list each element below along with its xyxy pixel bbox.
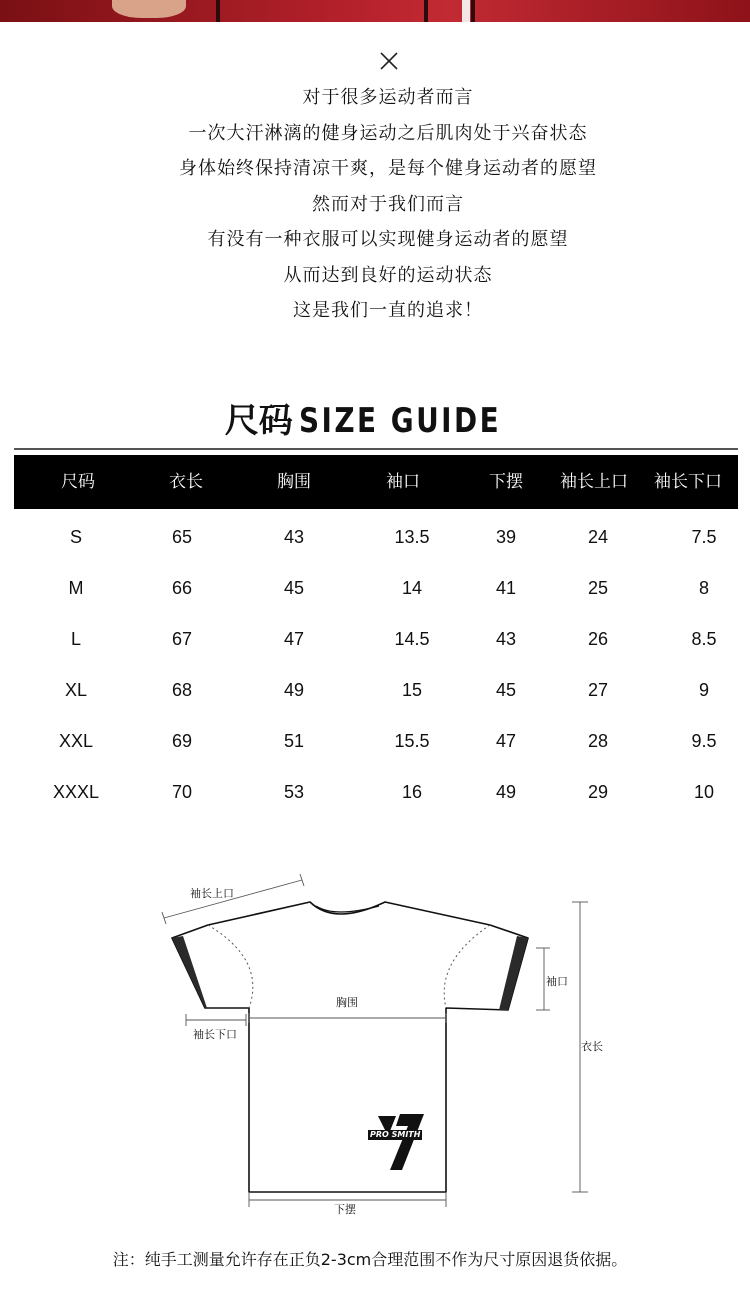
size-guide-title [0, 396, 750, 446]
cell-chest: 43 [283, 527, 305, 547]
cell-sleeve-top: 26 [587, 629, 609, 649]
close-icon[interactable] [378, 50, 400, 72]
cell-length: 68 [171, 680, 193, 700]
cell-size: XXXL [52, 782, 100, 802]
cell-cuff: 14 [401, 578, 423, 598]
cell-size: XXL [58, 731, 94, 751]
size-table-header [14, 455, 738, 509]
table-row [0, 511, 750, 563]
cell-sleeve-bottom: 8.5 [691, 629, 717, 649]
intro-line: 从而达到良好的运动状态 [283, 264, 493, 286]
cell-sleeve-top: 27 [587, 680, 609, 700]
cell-length: 69 [171, 731, 193, 751]
cell-hem: 41 [495, 578, 517, 598]
cell-size: M [68, 578, 84, 598]
cell-length: 67 [171, 629, 193, 649]
table-row [0, 715, 750, 767]
tshirt-outline [150, 870, 600, 1230]
intro-line: 对于很多运动者而言 [302, 87, 474, 108]
cell-sleeve-bottom: 10 [693, 782, 715, 802]
table-row [0, 766, 750, 818]
size-guide-title-en: SIZE GUIDE [298, 401, 501, 441]
cell-sleeve-bottom: 9.5 [691, 731, 717, 751]
cell-sleeve-bottom: 7.5 [691, 527, 717, 547]
table-row [0, 613, 750, 665]
header-length: 衣长 [169, 472, 203, 492]
cell-cuff: 13.5 [394, 527, 430, 547]
cell-hem: 49 [495, 782, 517, 802]
table-row [0, 562, 750, 614]
cell-chest: 49 [283, 680, 305, 700]
footnote: 注：纯手工测量允许存在正负2-3cm合理范围不作为尺寸原因退货依据。 [112, 1250, 628, 1269]
intro-line: 有没有一种衣服可以实现健身运动者的愿望 [207, 229, 569, 250]
tshirt-measurement-diagram [150, 870, 603, 1230]
cell-hem: 43 [495, 629, 517, 649]
cell-size: XL [64, 680, 88, 700]
cell-chest: 45 [283, 578, 305, 598]
cell-sleeve-top: 29 [587, 782, 609, 802]
cell-sleeve-bottom: 9 [698, 680, 709, 700]
cell-chest: 47 [283, 629, 305, 649]
cell-cuff: 16 [401, 782, 423, 802]
cell-size: S [69, 527, 82, 547]
cell-hem: 39 [495, 527, 517, 547]
table-row [0, 664, 750, 716]
header-sleeve-top: 袖长上口 [560, 472, 628, 492]
cell-sleeve-top: 24 [587, 527, 609, 547]
label-sleeve-top: 袖长上口 [190, 887, 234, 900]
size-guide-title-cn: 尺码 [224, 401, 293, 441]
cell-cuff: 14.5 [394, 629, 430, 649]
cell-length: 70 [171, 782, 193, 802]
cell-hem: 47 [495, 731, 517, 751]
cell-length: 65 [171, 527, 193, 547]
title-divider [14, 448, 738, 450]
hero-photo-strip [0, 0, 750, 22]
cell-length: 66 [171, 578, 193, 598]
cell-sleeve-top: 28 [587, 731, 609, 751]
header-chest: 胸围 [277, 472, 311, 492]
intro-line: 然而对于我们而言 [312, 193, 464, 215]
label-length: 衣长 [581, 1040, 603, 1053]
header-cuff: 袖口 [386, 472, 420, 492]
label-cuff: 袖口 [546, 975, 568, 988]
header-size: 尺码 [61, 472, 95, 492]
intro-line: 一次大汗淋漓的健身运动之后肌肉处于兴奋状态 [188, 122, 588, 144]
label-hem: 下摆 [334, 1203, 356, 1216]
header-sleeve-bottom: 袖长下口 [654, 472, 722, 492]
intro-text [0, 80, 750, 329]
cell-sleeve-top: 25 [587, 578, 609, 598]
logo-text: PRO SMITH [370, 1130, 421, 1139]
cell-cuff: 15 [401, 680, 423, 700]
cell-sleeve-bottom: 8 [698, 578, 709, 598]
label-chest: 胸围 [336, 996, 358, 1009]
header-hem: 下摆 [489, 472, 523, 492]
cell-size: L [70, 629, 81, 649]
cell-cuff: 15.5 [394, 731, 430, 751]
intro-line: 身体始终保持清凉干爽，是每个健身运动者的愿望 [179, 158, 597, 179]
cell-chest: 53 [283, 782, 305, 802]
cell-chest: 51 [283, 731, 305, 751]
label-sleeve-bottom: 袖长下口 [193, 1028, 237, 1041]
cell-hem: 45 [495, 680, 517, 700]
intro-line: 这是我们一直的追求！ [293, 300, 483, 321]
